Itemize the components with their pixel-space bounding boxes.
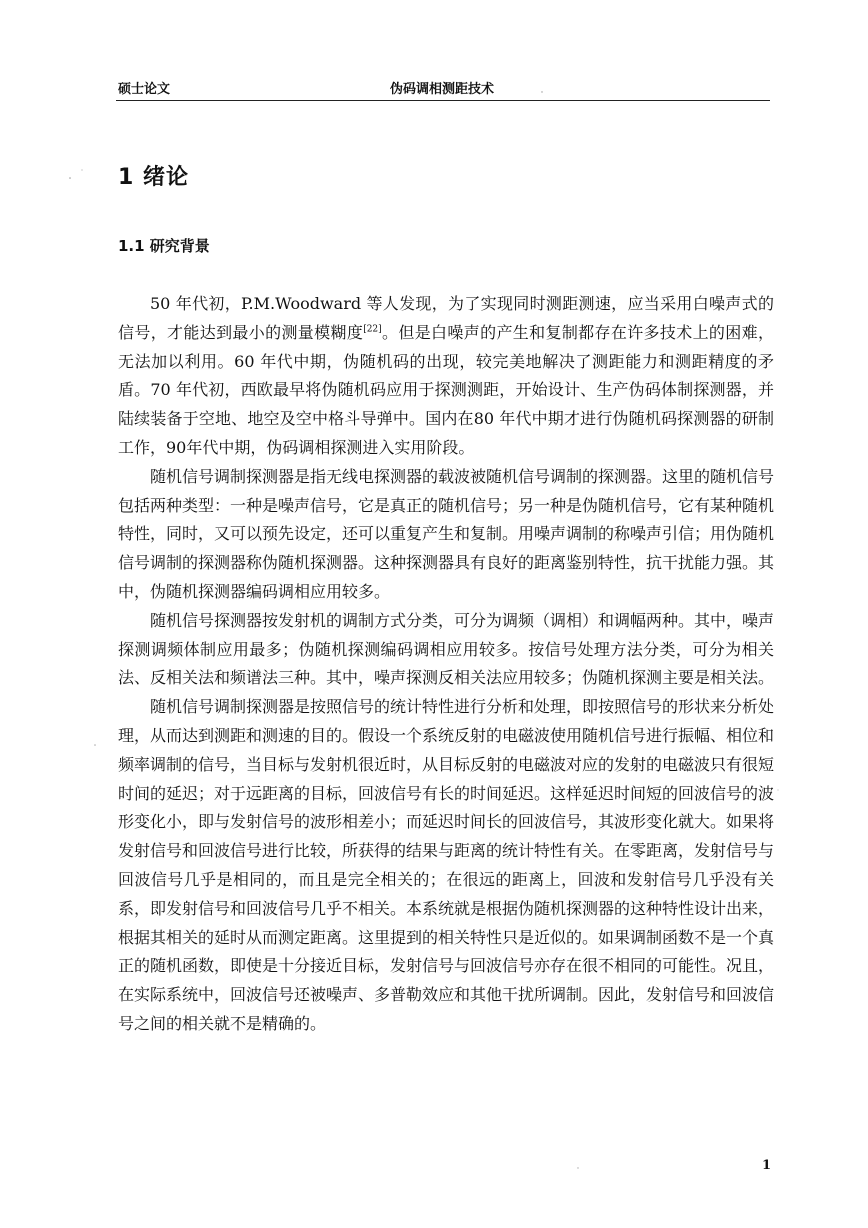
page-number: 1 xyxy=(762,1158,772,1173)
section-title: 1.1 研究背景 xyxy=(118,237,210,255)
paragraph: 随机信号探测器按发射机的调制方式分类，可分为调频（调相）和调幅两种。其中，噪声探测调频体制应用最多；伪随机探测编码调相应用较多。按信号处理方法分类，可分为相关法、反相关法和频谱法三种。其中，噪声探测反相关法应用较多；伪随机探测主要是相关法。 xyxy=(118,610,775,688)
header-title: 伪码调相测距技术 xyxy=(390,82,495,97)
citation-reference: [22] xyxy=(363,324,382,335)
paragraph-text: 50 年代初，P.M.Woodward 等人发现，为了实现同时测距测速，应当采用白噪声式的信号，才能达到最小的测量模糊度 xyxy=(118,294,774,342)
paragraph-text: 。但是白噪声的产生和复制都存在许多技术上的困难，无法加以利用。60 年代中期，伪随机码的出现，较完美地解决了测距能力和测距精度的矛盾。70 年代初，西欧最早将伪随机码应用于探测测距，开始设计、生产伪码体制探测器，并陆续装备于空地、地空及空中格斗导弹中。国内在80 年代中期才进行伪随机码探测器的研制工作，90年代中期，伪码调相探测进入实用阶段。 xyxy=(118,322,774,457)
chapter-title: 1 绪论 xyxy=(118,165,189,190)
paragraph: 随机信号调制探测器是指无线电探测器的载波被随机信号调制的探测器。这里的随机信号包括两种类型：一种是噪声信号，它是真正的随机信号；另一种是伪随机信号，它有某种随机特性，同时，又可以预先设定，还可以重复产生和复制。用噪声调制的称噪声引信；用伪随机信号调制的探测器称伪随机探测器。这种探测器具有良好的距离鉴别特性，抗干扰能力强。其中，伪随机探测器编码调相应用较多。 xyxy=(118,466,775,601)
paragraph: 随机信号调制探测器是按照信号的统计特性进行分析和处理，即按照信号的形状来分析处理，从而达到测距和测速的目的。假设一个系统反射的电磁波使用随机信号进行振幅、相位和频率调制的信号，当目标与发射机很近时，从目标反射的电磁波对应的发射的电磁波只有很短时间的延迟；对于远距离的目标，回波信号有长的时间延迟。这样延迟时间短的回波信号的波形变化小，即与发射信号的波形相差小；而延迟时间长的回波信号，其波形变化就大。如果将发射信号和回波信号进行比较，所获得的结果与距离的统计特性有关。在零距离，发射信号与回波信号几乎是相同的，而且是完全相关的；在很远的距离上，回波和发射信号几乎没有关系，即发射信号和回波信号几乎不相关。本系统就是根据伪随机探测器的这种特性设计出来，根据其相关的延时从而测定距离。这里提到的相关特性只是近似的。如果调制函数不是一个真正的随机函数，即使是十分接近目标，发射信号与回波信号亦存在很不相同的可能性。况且，在实际系统中，回波信号还被噪声、多普勒效应和其他干扰所调制。因此，发射信号和回波信号之间的相关就不是精确的。 xyxy=(118,697,775,1033)
header-thesis-type: 硕士论文 xyxy=(118,82,171,97)
